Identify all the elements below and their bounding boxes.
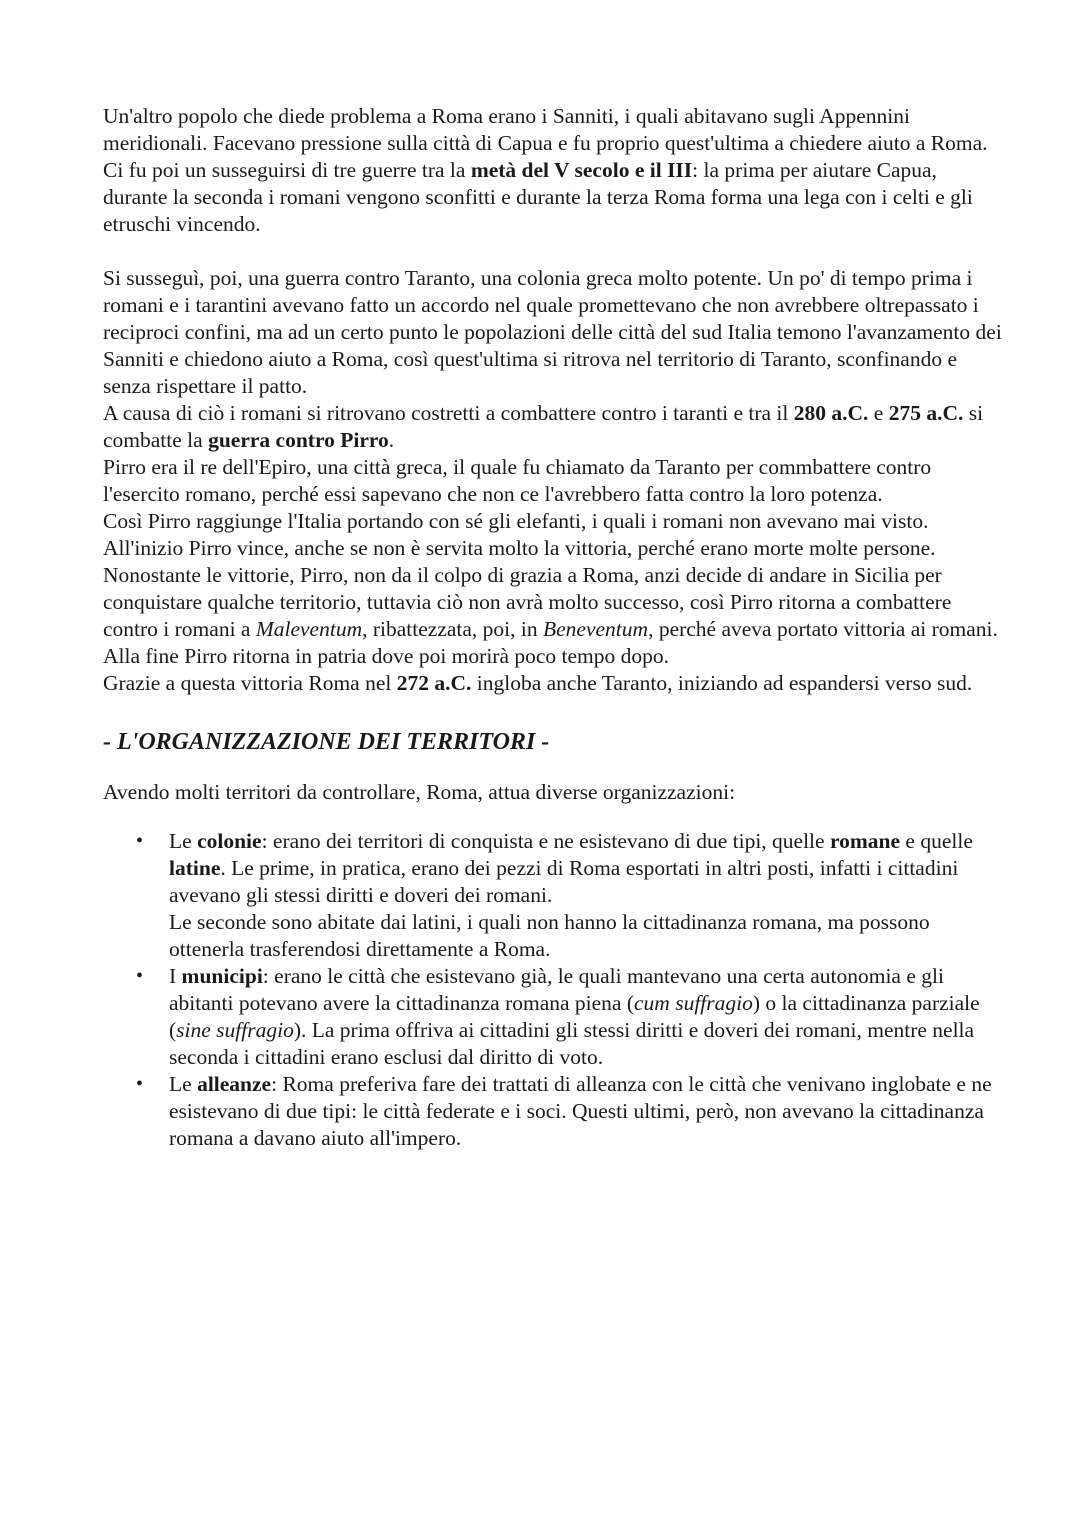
paragraph-intro: Avendo molti territori da controllare, Roma, attua diverse organizzazioni: (103, 780, 736, 804)
paragraph-taranto: Si susseguì, poi, una guerra contro Taranto, una colonia greca molto potente. Un po' di tempo prima i romani e i tarantini avevano fatto un accordo nel quale promettevano che non avrebbere oltrepassato i reciproci confini, ma ad un certo punto le popolazioni delle città del sud Italia temono l'avanzamento dei Sanniti e chiedono aiuto a Roma, così quest'ultima si ritrova nel territorio di Taranto, sconfinando e senza rispettare il patto. (103, 266, 1002, 398)
section-heading: - L'ORGANIZZAZIONE DEI TERRITORI - (103, 729, 550, 755)
list-item-municipi: • I municipi: erano le città che esistevano già, le quali mantevano una certa autonomia e gli abitanti potevano avere la cittadinanza romana piena (cum suffragio) o la cittadinanza parziale (sine suffragio). La prima offriva ai cittadini gli stessi diritti e doveri dei romani, mentre nella seconda i cittadini erano esclusi dal diritto di voto. (103, 963, 1003, 1071)
paragraph-gap (103, 238, 1003, 265)
paragraph-272: Grazie a questa vittoria Roma nel 272 a.C. ingloba anche Taranto, iniziando ad espandersi verso sud. (103, 671, 973, 695)
bullet-list (103, 828, 1003, 1152)
paragraph-pirro-war: A causa di ciò i romani si ritrovano costretti a combattere contro i taranti e tra il 280 a.C. e 275 a.C. si combatte la guerra contro Pirro. (103, 401, 984, 452)
list-item-alleanze: • Le alleanze: Roma preferiva fare dei trattati di alleanza con le città che venivano inglobate e ne esistevano di due tipi: le città federate e i soci. Questi ultimi, però, non avevano la cittadinanza romana a davano aiuto all'impero. (103, 1071, 1003, 1152)
bold-date-range: metà del V secolo e il III (470, 158, 693, 182)
italic-beneventum: Beneventum (543, 617, 649, 641)
bold-date-280: 280 a.C. (793, 401, 869, 425)
paragraph-maleventum: All'inizio Pirro vince, anche se non è servita molto la vittoria, perché erano morte molte persone. Nonostante le vittorie, Pirro, non da il colpo di grazia a Roma, anzi decide di andare in Sicilia per conquistare qualche territorio, tuttavia ciò non avrà molto successo, così Pirro ritorna a combattere contro i romani a Maleventum, ribattezzata, poi, in Beneventum, perché aveva portato vittoria ai romani. (103, 536, 998, 641)
list-item-colonie: • Le colonie: erano dei territori di conquista e ne esistevano di due tipi, quelle romane e quelle latine. Le prime, in pratica, erano dei pezzi di Roma esportati in altri posti, infatti i cittadini avevano gli stessi diritti e doveri dei romani. Le seconde sono abitate dai latini, i quali non hanno la cittadinanza romana, ma possono ottenerla trasferendosi direttamente a Roma. (103, 828, 1003, 963)
bold-date-275: 275 a.C. (888, 401, 964, 425)
paragraph-three-wars: Ci fu poi un susseguirsi di tre guerre tra la metà del V secolo e il III: la prima per aiutare Capua, durante la seconda i romani vengono sconfitti e durante la terza Roma forma una lega con i celti e gli etruschi vincendo. (103, 158, 973, 236)
paragraph-pirro-epiro: Pirro era il re dell'Epiro, una città greca, il quale fu chiamato da Taranto per commbattere contro l'esercito romano, perché essi sapevano che non ce l'avrebbero fatta contro la loro potenza. (103, 455, 932, 506)
paragraph-sanniti: Un'altro popolo che diede problema a Roma erano i Sanniti, i quali abitavano sugli Appennini meridionali. Facevano pressione sulla città di Capua e fu proprio quest'ultima a chiedere aiuto a Roma. (103, 104, 988, 155)
paragraph-pirro-patria: Alla fine Pirro ritorna in patria dove poi morirà poco tempo dopo. (103, 644, 670, 668)
bold-date-272: 272 a.C. (396, 671, 472, 695)
paragraph-elefanti: Così Pirro raggiunge l'Italia portando con sé gli elefanti, i quali i romani non avevano mai visto. (103, 509, 929, 533)
document-content (103, 103, 1003, 1152)
bold-war-pirro: guerra contro Pirro (208, 428, 389, 452)
italic-maleventum: Maleventum (255, 617, 363, 641)
